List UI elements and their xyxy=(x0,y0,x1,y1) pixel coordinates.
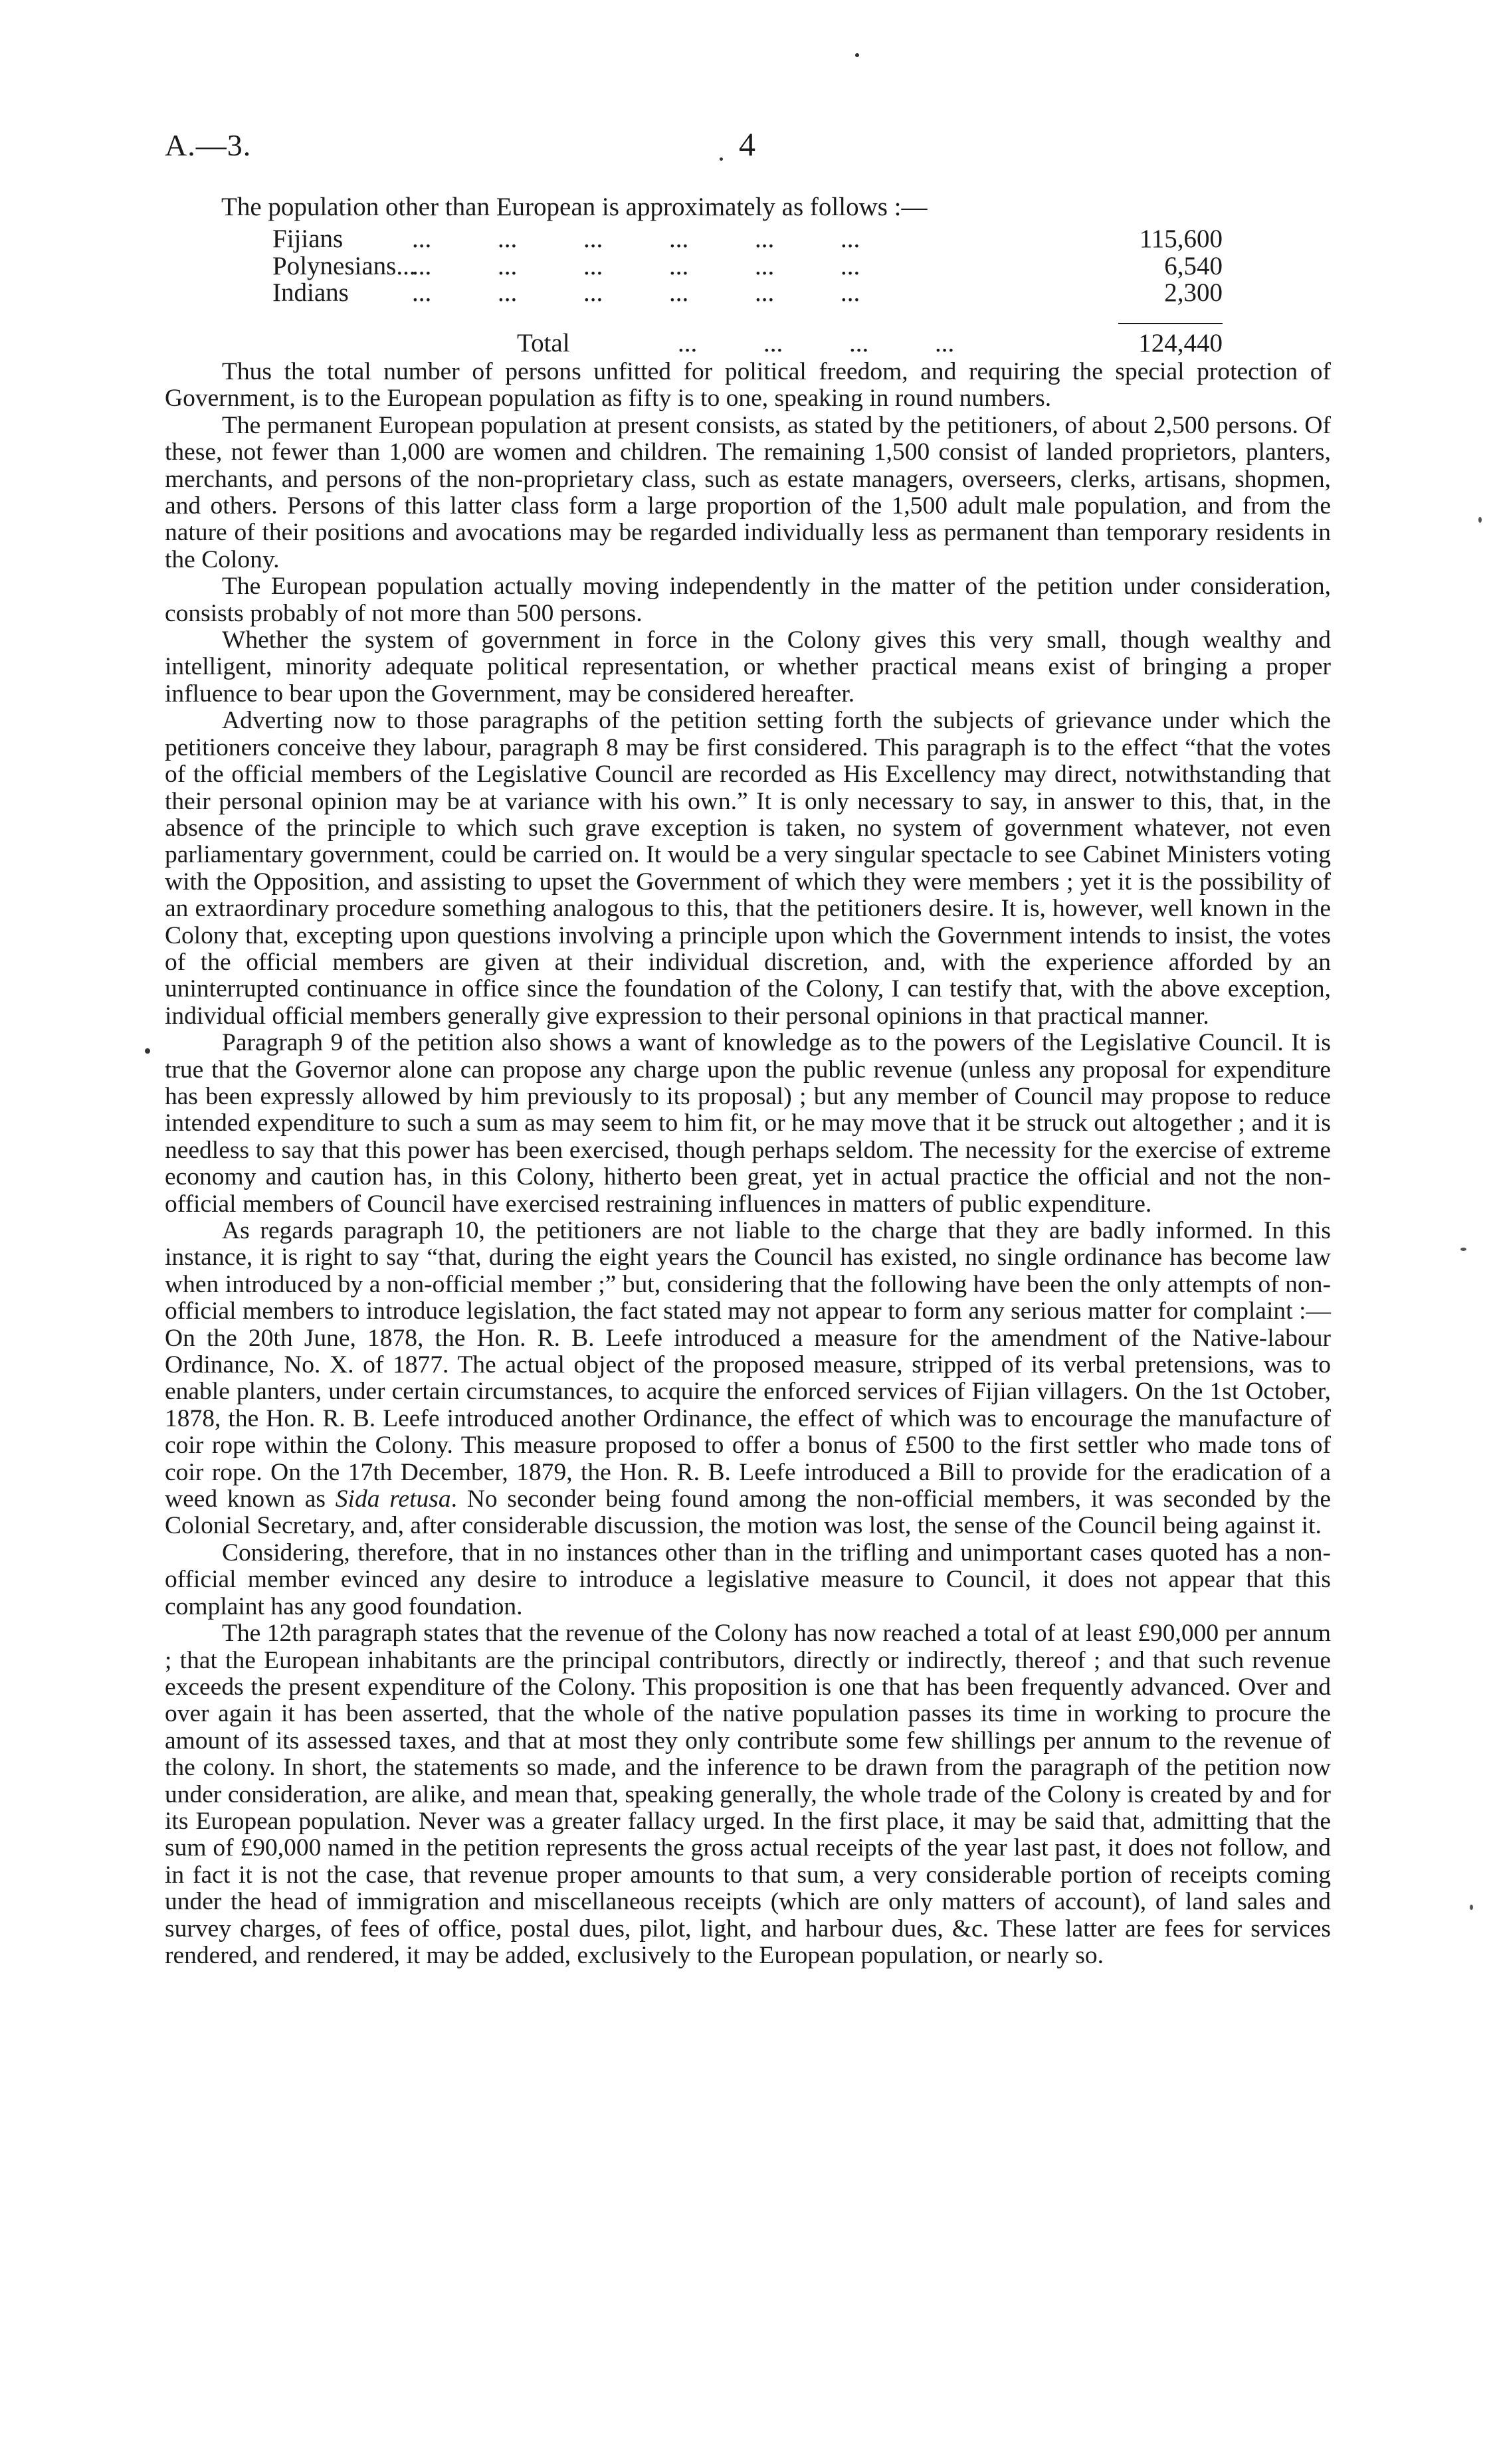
paragraph: As regards paragraph 10, the petitioners are not liable to the charge that they are badly informed. In this instance, it is right to say “that, during the eight years the Council has existed, no single ordinance has become law when introduced by a non-official member ;” but, considering that the following have been the only attempts of non-official members to introduce legislation, the fact stated may not appear to form any serious matter for complaint :—On the 20th June, 1878, the Hon. R. B. Leefe introduced a measure for the amendment of the Native-labour Ordinance, No. X. of 1877. The actual object of the proposed measure, stripped of its verbal pretensions, was to enable planters, under certain circumstances, to acquire the enforced services of Fijian villagers. On the 1st October, 1878, the Hon. R. B. Leefe introduced another Ordinance, the effect of which was to encourage the manufacture of coir rope within the Colony. This measure proposed to offer a bonus of £500 to the first settler who made tons of coir rope. On the 17th December, 1879, the Hon. R. B. Leefe introduced a Bill to provide for the eradication of a weed known as Sida retusa. No seconder being found among the non-official members, it was seconded by the Colonial Secretary, and, after considerable discussion, the motion was lost, the sense of the Council being against it. xyxy=(165,1217,1331,1540)
population-row xyxy=(272,280,1223,306)
paragraph: The permanent European population at present consists, as stated by the petitioners, of about 2,500 persons. Of these, not fewer than 1,000 are women and children. The remaining 1,500 consist of landed proprietors, planters, merchants, and persons of the non-proprietary class, such as estate managers, overseers, clerks, artisans, shopmen, and others. Persons of this latter class form a large proportion of the 1,500 adult male population, and from the nature of their positions and avocations may be regarded individually less as permanent than temporary residents in the Colony. xyxy=(165,411,1331,573)
paragraph: Considering, therefore, that in no instances other than in the trifling and unimportant cases quoted has a non-official member evinced any desire to introduce a legislative measure to Council, it does not appear that this complaint has any good foundation. xyxy=(165,1539,1331,1620)
scan-speck xyxy=(720,157,723,161)
paragraph: Whether the system of government in force in the Colony gives this very small, though wealthy and intelligent, minority adequate political representation, or whether practical means exist of bringing a proper influence to bear upon the Government, may be considered hereafter. xyxy=(165,626,1331,708)
population-row-value: 115,600 xyxy=(1139,225,1223,253)
population-row-value: 6,540 xyxy=(1164,252,1223,280)
population-total-row xyxy=(517,330,1223,357)
total-value: 124,440 xyxy=(1138,329,1223,357)
leader-dots: ... ... ... ... xyxy=(678,329,955,357)
scan-speck xyxy=(1478,517,1482,523)
paragraph: Thus the total number of persons unfitted for political freedom, and requiring the special protection of Government, is to the European population as fifty is to one, speaking in round numbers. xyxy=(165,358,1331,413)
scan-speck xyxy=(145,1048,150,1054)
paragraph: The 12th paragraph states that the revenue of the Colony has now reached a total of at least £90,000 per annum ; that the European inhabitants are the principal contributors, directly or indirectly, thereof ; and that such revenue exceeds the present expenditure of the Colony. This proposition is one that has been frequently advanced. Over and over again it has been asserted, that the whole of the native population passes its time in working to procure the amount of its assessed taxes, and that at most they only contribute some few shillings per annum to the revenue of the colony. In short, the statements so made, and the inference to be drawn from the paragraph of the petition now under consideration, are alike, and mean that, speaking generally, the whole trade of the Colony is created by and for its European population. Never was a greater fallacy urged. In the first place, it may be said that, admitting that the sum of £90,000 named in the petition represents the gross actual receipts of the year last past, it does not follow, and in fact it is not the case, that revenue proper amounts to that sum, a very considerable portion of receipts coming under the head of immigration and miscellaneous receipts (which are only matters of account), of land sales and survey charges, of fees of office, postal dues, pilot, light, and harbour dues, &c. These latter are fees for services rendered, and rendered, it may be added, exclusively to the European population, or nearly so. xyxy=(165,1620,1331,1969)
paragraph: The European population actually moving independently in the matter of the petition under consideration, consists probably of not more than 500 persons. xyxy=(165,573,1331,627)
population-row-name: Indians xyxy=(272,278,349,307)
population-row xyxy=(272,253,1223,280)
scan-speck xyxy=(1460,1248,1466,1251)
scan-speck xyxy=(1470,1905,1473,1910)
total-label: Total xyxy=(517,329,570,357)
paragraph: Paragraph 9 of the petition also shows a want of knowledge as to the powers of the Legislative Council. It is true that the Governor alone can propose any charge upon the public revenue (unless any proposal for expenditure has been expressly allowed by him previously to its proposal) ; but any member of Council may propose to reduce intended expenditure to such a sum as may seem to him fit, or he may move that it be struck out altogether ; and it is needless to say that this power has been exercised, though perhaps seldom. The necessity for the exercise of extreme economy and caution has, in this Colony, hitherto been great, yet in actual practice the official and not the non-official members of Council have exercised restraining influences in matters of public expenditure. xyxy=(165,1029,1331,1218)
body-text xyxy=(165,359,1331,1969)
population-intro: The population other than European is approximately as follows :— xyxy=(221,193,928,221)
italic-term: Sida retusa xyxy=(335,1485,451,1513)
population-row-value: 2,300 xyxy=(1164,278,1223,307)
population-row-name: Polynesians... xyxy=(272,252,416,280)
population-row-name: Fijians xyxy=(272,225,344,253)
population-row xyxy=(272,226,1223,252)
leader-dots: ... ... ... ... ... ... xyxy=(412,225,860,253)
scan-speck xyxy=(855,53,859,57)
total-rule xyxy=(1118,323,1223,324)
paragraph: Adverting now to those paragraphs of the petition setting forth the subjects of grievance under which the petitioners conceive they labour, paragraph 8 may be first considered. This paragraph is to the effect “that the votes of the official members of the Legislative Council are recorded as His Excellency may direct, notwithstanding that their personal opinion may be at variance with his own.” It is only necessary to say, in answer to this, that, in the absence of the principle to which such grave exception is taken, no system of government whatever, not even parliamentary government, could be carried on. It would be a very singular spectacle to see Cabinet Ministers voting with the Opposition, and assisting to upset the Government of which they were members ; yet it is the possibility of an extraordinary procedure something analogous to this, that the petitioners desire. It is, however, well known in the Colony that, excepting upon questions involving a principle upon which the Government intends to insist, the votes of the official members are given at their individual discretion, and, with the experience afforded by an uninterrupted continuance in office since the foundation of the Colony, I can testify that, with the above exception, individual official members generally give expression to their personal opinions in that practical manner. xyxy=(165,707,1331,1030)
leader-dots: ... ... ... ... ... ... xyxy=(412,252,860,280)
leader-dots: ... ... ... ... ... ... xyxy=(412,278,860,307)
page-number: 4 xyxy=(739,126,755,163)
document-reference: A.—3. xyxy=(165,128,252,162)
